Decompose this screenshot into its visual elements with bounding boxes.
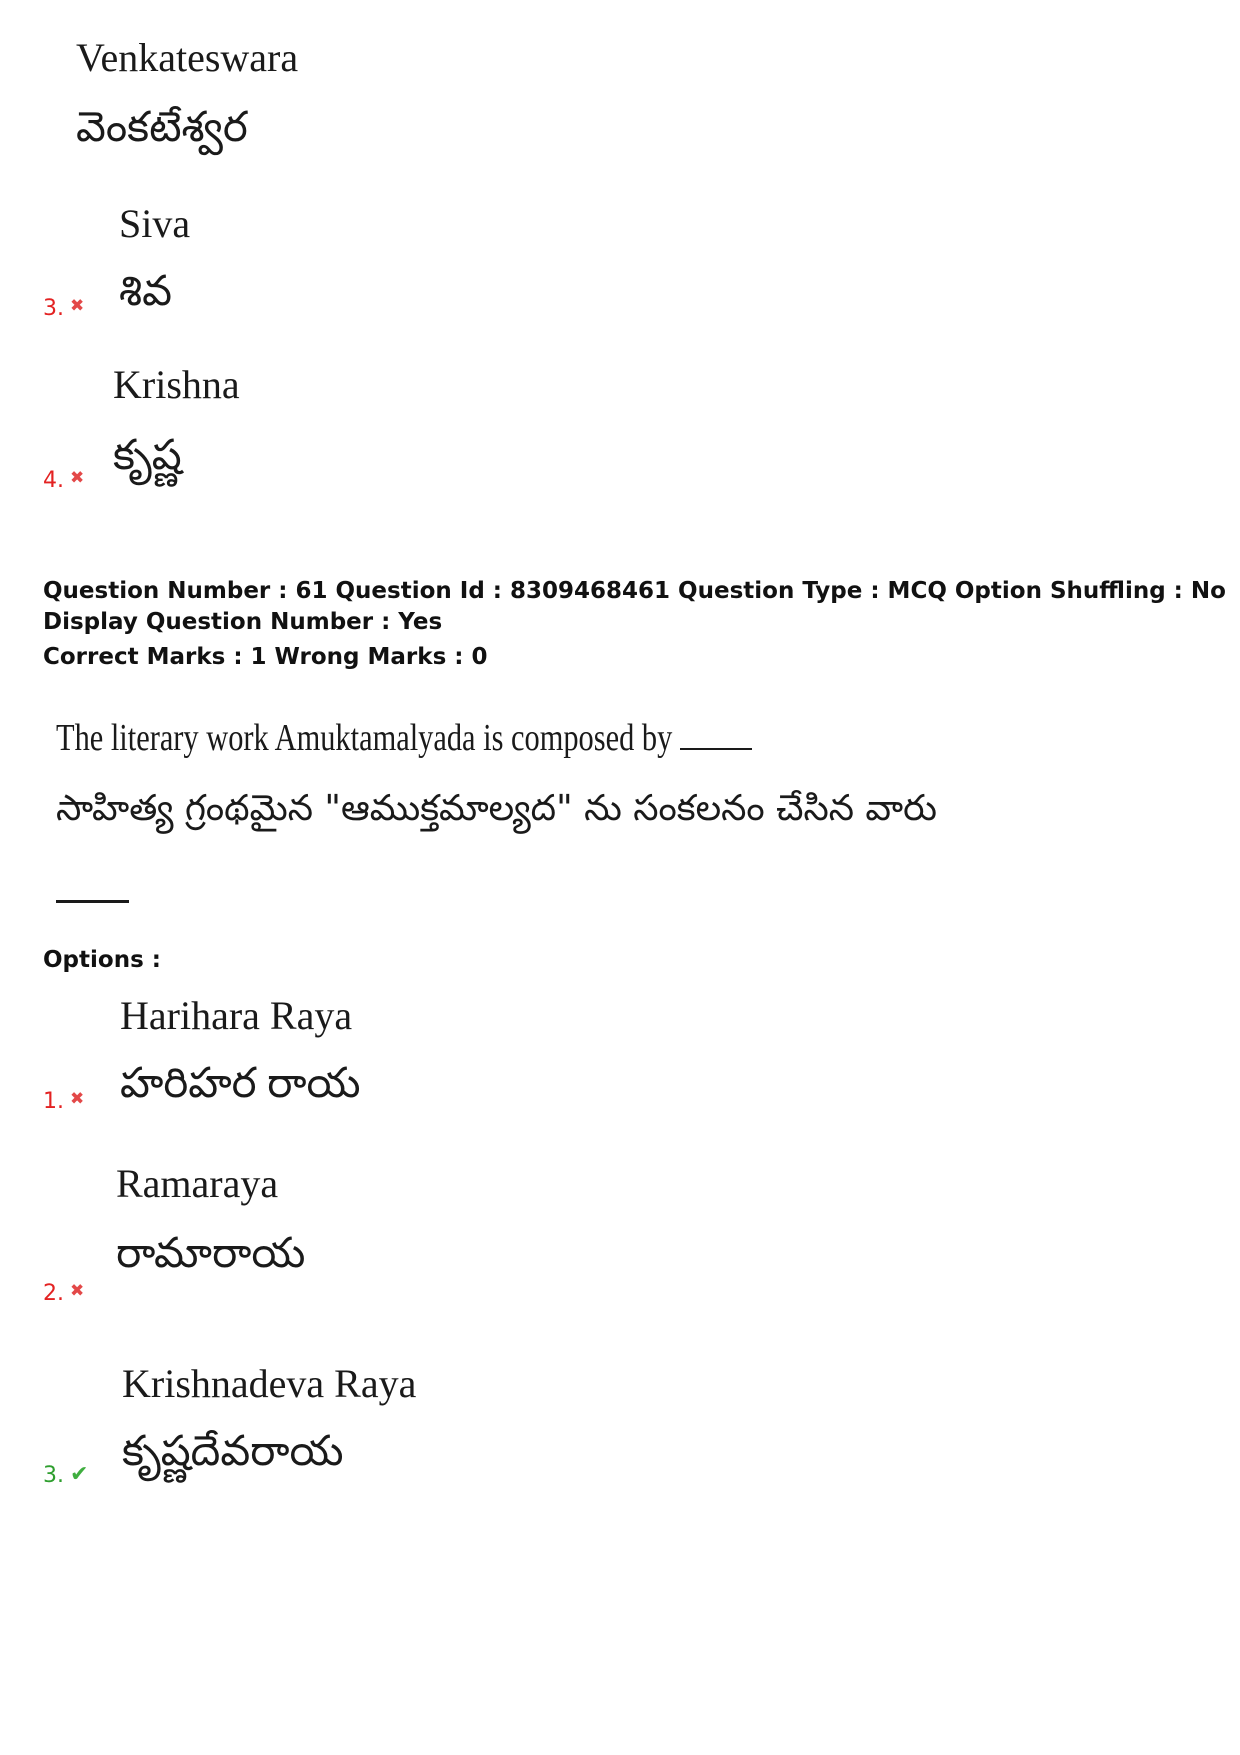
option-number-label: 3. xyxy=(43,1463,64,1488)
answer-blank-inline xyxy=(680,722,752,750)
option-number-label: 2. xyxy=(43,1281,64,1306)
option-telugu-ramaraya: రామారాయ xyxy=(116,1231,306,1277)
option-english-krishna: Krishna xyxy=(113,362,240,407)
option-number-label: 4. xyxy=(43,468,64,493)
option-telugu-venkateswara: వెంకటేశ్వర xyxy=(76,105,248,151)
question-meta-line1: Question Number : 61 Question Id : 8309468461 Question Type : MCQ Option Shuffling : No xyxy=(43,578,1226,604)
question-text-english-content: The literary work Amuktamalyada is composed by xyxy=(56,717,673,759)
question-meta-line3: Correct Marks : 1 Wrong Marks : 0 xyxy=(43,644,488,670)
cross-icon: ✖ xyxy=(70,1089,85,1109)
option-telugu-krishna: కృష్ణ xyxy=(113,433,182,479)
option-english-venkateswara: Venkateswara xyxy=(76,35,299,80)
option-number-label: 3. xyxy=(43,296,64,321)
option-number-2 xyxy=(43,1281,84,1306)
option-telugu-krishnadeva-raya: కృష్ణదేవరాయ xyxy=(122,1429,344,1475)
question-text-telugu: సాహిత్య గ్రంథమైన "ఆముక్తమాల్యద" ను సంకలనం చేసిన వారు xyxy=(56,788,937,829)
option-number-3-correct xyxy=(43,1462,88,1488)
option-telugu-harihara-raya: హరిహర రాయ xyxy=(120,1061,361,1107)
option-number-3-prev xyxy=(43,296,84,321)
check-icon: ✔ xyxy=(70,1462,89,1487)
option-number-1 xyxy=(43,1089,84,1114)
question-meta-line2: Display Question Number : Yes xyxy=(43,609,443,635)
option-english-siva: Siva xyxy=(119,201,191,246)
cross-icon: ✖ xyxy=(70,1281,85,1301)
option-telugu-siva: శివ xyxy=(119,269,172,315)
cross-icon: ✖ xyxy=(70,296,85,316)
question-text-english xyxy=(56,716,752,760)
answer-blank-line xyxy=(56,900,129,903)
option-number-label: 1. xyxy=(43,1089,64,1114)
option-number-4-prev xyxy=(43,468,84,493)
option-english-harihara-raya: Harihara Raya xyxy=(120,993,353,1038)
option-english-krishnadeva-raya: Krishnadeva Raya xyxy=(122,1361,417,1406)
option-english-ramaraya: Ramaraya xyxy=(116,1161,279,1206)
options-label: Options : xyxy=(43,947,161,973)
cross-icon: ✖ xyxy=(70,468,85,488)
